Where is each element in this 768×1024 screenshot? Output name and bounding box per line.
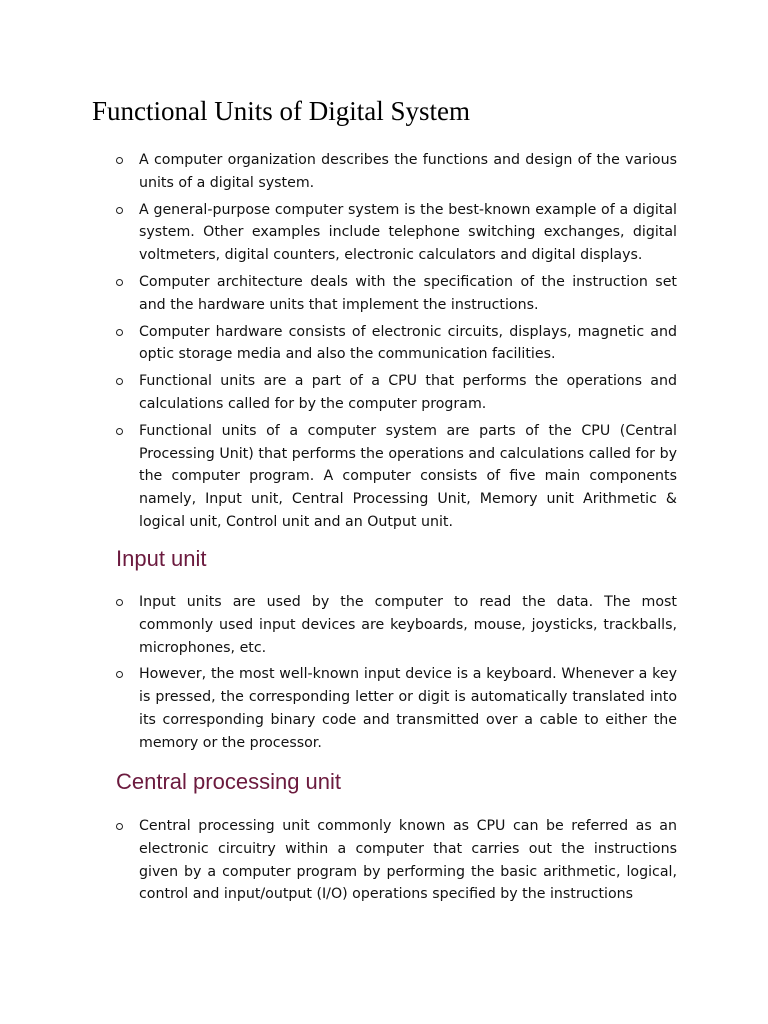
hollow-circle-bullet-icon — [116, 157, 123, 164]
intro-bullet-list — [114, 149, 677, 534]
hollow-circle-bullet-icon — [116, 599, 123, 606]
list-item-text: Computer architecture deals with the specification of the instruction set and the hardware units that implement the instructions. — [139, 273, 677, 313]
list-item — [114, 370, 677, 416]
hollow-circle-bullet-icon — [116, 207, 123, 214]
cpu-bullet-list — [114, 815, 677, 906]
list-item — [114, 815, 677, 906]
section-heading-input-unit: Input unit — [116, 546, 207, 571]
section-heading-central-processing-unit: Central processing unit — [116, 769, 342, 794]
hollow-circle-bullet-icon — [116, 428, 123, 435]
list-item — [114, 199, 677, 267]
hollow-circle-bullet-icon — [116, 279, 123, 286]
list-item — [114, 321, 677, 367]
list-item — [114, 420, 677, 534]
list-item — [114, 149, 677, 195]
list-item — [114, 663, 677, 754]
list-item-text: Input units are used by the computer to read the data. The most commonly used input devices are keyboards, mouse, joysticks, trackballs, microphones, etc. — [139, 594, 677, 656]
list-item-text: A general-purpose computer system is the best-known example of a digital system. Other examples include telephone switching exchanges, digital voltmeters, digital counters, electronic calculators and digital displays. — [139, 201, 677, 264]
list-item — [114, 591, 677, 659]
list-item — [114, 271, 677, 317]
page-title: Functional Units of Digital System — [92, 96, 470, 126]
list-item-text: Functional units of a computer system are parts of the CPU (Central Processing Unit) that performs the operations and calculations called for by the computer program. A computer consists of five main components namely, Input unit, Central Processing Unit, Memory unit Arithmetic & logical unit, Control unit and an Output unit. — [139, 422, 677, 530]
hollow-circle-bullet-icon — [116, 671, 123, 678]
list-item-text: Functional units are a part of a CPU that performs the operations and calculations called for by the computer program. — [139, 373, 677, 412]
list-item-text: Central processing unit commonly known as CPU can be referred as an electronic circuitry within a computer that carries out the instructions given by a computer program by performing the basic arithmetic, logical, control and input/output (I/O) operations specified by the instructions — [139, 818, 677, 903]
list-item-text: Computer hardware consists of electronic circuits, displays, magnetic and optic storage media and also the communication facilities. — [139, 323, 677, 363]
list-item-text: A computer organization describes the functions and design of the various units of a digital system. — [139, 152, 677, 191]
hollow-circle-bullet-icon — [116, 823, 123, 830]
list-item-text: However, the most well-known input device is a keyboard. Whenever a key is pressed, the corresponding letter or digit is automatically translated into its corresponding binary code and transmitted over a cable to either the memory or the processor. — [139, 666, 677, 751]
hollow-circle-bullet-icon — [116, 378, 123, 385]
input-unit-bullet-list — [114, 591, 677, 755]
hollow-circle-bullet-icon — [116, 329, 123, 336]
